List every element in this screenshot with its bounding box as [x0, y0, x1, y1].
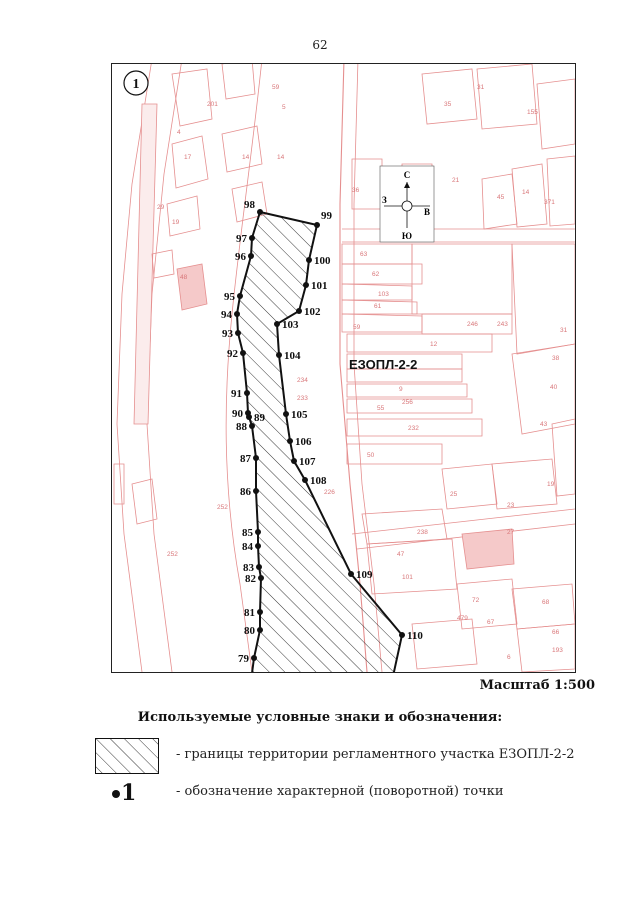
parcel-number: 36 — [352, 187, 360, 194]
parcel-number: 21 — [452, 177, 460, 184]
parcel-number: 201 — [207, 101, 218, 108]
legend-point-text: - обозначение характерной (поворотной) точки — [176, 784, 504, 799]
boundary-point-85 — [255, 529, 261, 535]
boundary-point-87 — [253, 455, 259, 461]
page-number: 62 — [312, 38, 328, 52]
boundary-point-106 — [287, 438, 293, 444]
parcel-number: 12 — [430, 341, 438, 348]
legend-title: Используемые условные знаки и обозначения: — [137, 710, 503, 725]
boundary-point-label-109: 109 — [356, 569, 373, 581]
point-dot-icon — [112, 790, 120, 798]
boundary-point-91 — [244, 390, 250, 396]
boundary-point-label-100: 100 — [314, 255, 331, 267]
boundary-point-label-84: 84 — [242, 541, 253, 553]
boundary-point-label-103: 103 — [282, 319, 299, 331]
parcel-number: 31 — [477, 84, 485, 91]
boundary-point-label-105: 105 — [291, 409, 308, 421]
parcel-number: 226 — [324, 489, 335, 496]
parcel-number: 62 — [372, 271, 380, 278]
boundary-point-80 — [257, 627, 263, 633]
boundary-point-label-98: 98 — [244, 199, 255, 211]
map-frame — [111, 63, 576, 673]
parcel-number: 72 — [472, 597, 480, 604]
boundary-point-label-81: 81 — [244, 607, 255, 619]
parcel-number: 31 — [560, 327, 568, 334]
boundary-point-89 — [246, 414, 252, 420]
parcel-number: 55 — [377, 405, 385, 412]
boundary-point-label-89: 89 — [254, 412, 265, 424]
parcel-number: 17 — [184, 154, 192, 161]
boundary-point-95 — [237, 293, 243, 299]
legend-point-symbol — [112, 780, 136, 806]
boundary-point-label-95: 95 — [224, 291, 235, 303]
boundary-point-label-94: 94 — [221, 309, 232, 321]
zone-label: ЕЗОПЛ-2-2 — [349, 357, 418, 372]
parcel-number: 234 — [297, 377, 308, 384]
parcel-number: 252 — [217, 504, 228, 511]
parcel-number: 25 — [450, 491, 458, 498]
boundary-point-label-87: 87 — [240, 453, 251, 465]
boundary-point-label-90: 90 — [232, 408, 243, 420]
boundary-point-label-92: 92 — [227, 348, 238, 360]
parcel-number: 19 — [547, 481, 555, 488]
cadastral-map — [112, 64, 575, 672]
boundary-point-label-93: 93 — [222, 328, 233, 340]
boundary-point-101 — [303, 282, 309, 288]
compass-east: В — [424, 207, 431, 217]
parcel-number: 27 — [507, 529, 515, 536]
parcel-number: 59 — [353, 324, 361, 331]
boundary-point-86 — [253, 488, 259, 494]
boundary-point-label-101: 101 — [311, 280, 328, 292]
boundary-point-label-79: 79 — [238, 653, 249, 665]
boundary-point-105 — [283, 411, 289, 417]
parcel-number: 238 — [417, 529, 428, 536]
parcel-number: 61 — [374, 303, 382, 310]
boundary-point-label-104: 104 — [284, 350, 301, 362]
parcel-number: 38 — [552, 355, 560, 362]
boundary-point-103 — [274, 321, 280, 327]
boundary-point-102 — [296, 308, 302, 314]
parcel-number: 14 — [522, 189, 530, 196]
compass-north: С — [403, 170, 411, 180]
parcel-number: 243 — [497, 321, 508, 328]
boundary-point-100 — [306, 257, 312, 263]
boundary-point-108 — [302, 477, 308, 483]
boundary-point-label-82: 82 — [245, 573, 256, 585]
boundary-point-92 — [240, 350, 246, 356]
boundary-point-81 — [257, 609, 263, 615]
boundary-point-107 — [291, 458, 297, 464]
boundary-point-label-102: 102 — [304, 306, 321, 318]
parcel-number: 5 — [282, 104, 286, 111]
parcel-number: 59 — [272, 84, 280, 91]
boundary-point-label-86: 86 — [240, 486, 251, 498]
parcel-number: 6 — [507, 654, 511, 661]
parcel-number: 40 — [550, 384, 558, 391]
boundary-point-label-99: 99 — [321, 210, 332, 222]
parcel-number: 63 — [360, 251, 368, 258]
parcel-number: 193 — [552, 647, 563, 654]
parcel-number: 9 — [399, 386, 403, 393]
boundary-point-label-91: 91 — [231, 388, 242, 400]
parcel-number: 479 — [457, 615, 468, 622]
legend-point-number: 1 — [121, 780, 137, 806]
boundary-point-99 — [314, 222, 320, 228]
parcel-number: 14 — [242, 154, 250, 161]
boundary-point-label-97: 97 — [236, 233, 247, 245]
sheet-number: 1 — [132, 77, 140, 92]
parcel-number: 246 — [467, 321, 478, 328]
parcel-number: 233 — [297, 395, 308, 402]
parcel-number: 35 — [444, 101, 452, 108]
compass-west: З — [382, 195, 387, 205]
boundary-point-label-83: 83 — [243, 562, 254, 574]
parcel-number: 19 — [172, 219, 180, 226]
boundary-point-97 — [249, 235, 255, 241]
parcel-number: 43 — [540, 421, 548, 428]
boundary-point-79 — [251, 655, 257, 661]
parcel-number: 45 — [497, 194, 505, 201]
boundary-point-label-107: 107 — [299, 456, 316, 468]
boundary-point-label-96: 96 — [235, 251, 246, 263]
parcel-number: 29 — [157, 204, 165, 211]
boundary-point-label-80: 80 — [244, 625, 255, 637]
parcel-number: 252 — [167, 551, 178, 558]
boundary-point-82 — [258, 575, 264, 581]
legend-hatch-swatch — [95, 738, 159, 774]
boundary-point-93 — [235, 330, 241, 336]
parcel-number: 101 — [402, 574, 413, 581]
boundary-point-94 — [234, 311, 240, 317]
boundary-point-98 — [257, 209, 263, 215]
boundary-point-104 — [276, 352, 282, 358]
parcel-number: 68 — [542, 599, 550, 606]
boundary-point-110 — [399, 632, 405, 638]
parcel-number: 14 — [277, 154, 285, 161]
parcel-number: 48 — [180, 274, 188, 281]
parcel-number: 47 — [397, 551, 405, 558]
parcel-number: 103 — [378, 291, 389, 298]
parcel-number: 232 — [408, 425, 419, 432]
boundary-point-83 — [256, 564, 262, 570]
boundary-point-88 — [249, 423, 255, 429]
parcel-number: 371 — [544, 199, 555, 206]
sheet-number-badge — [124, 71, 148, 95]
map-scale: Масштаб 1:500 — [479, 678, 595, 693]
parcel-number: 50 — [367, 452, 375, 459]
boundary-point-96 — [248, 253, 254, 259]
parcel-number: 256 — [402, 399, 413, 406]
boundary-point-84 — [255, 543, 261, 549]
parcel-number: 66 — [552, 629, 560, 636]
parcel-number: 23 — [507, 502, 515, 509]
compass-south: Ю — [401, 231, 413, 241]
boundary-point-109 — [348, 571, 354, 577]
compass-rose — [380, 166, 434, 242]
boundary-point-label-88: 88 — [236, 421, 247, 433]
boundary-point-label-110: 110 — [407, 630, 423, 642]
parcel-number: 67 — [487, 619, 495, 626]
legend-boundary-text: - границы территории регламентного участка ЕЗОПЛ-2-2 — [176, 747, 575, 762]
boundary-point-label-108: 108 — [310, 475, 327, 487]
boundary-point-label-106: 106 — [295, 436, 312, 448]
boundary-point-label-85: 85 — [242, 527, 253, 539]
parcel-number: 155 — [527, 109, 538, 116]
parcel-number: 4 — [177, 129, 181, 136]
